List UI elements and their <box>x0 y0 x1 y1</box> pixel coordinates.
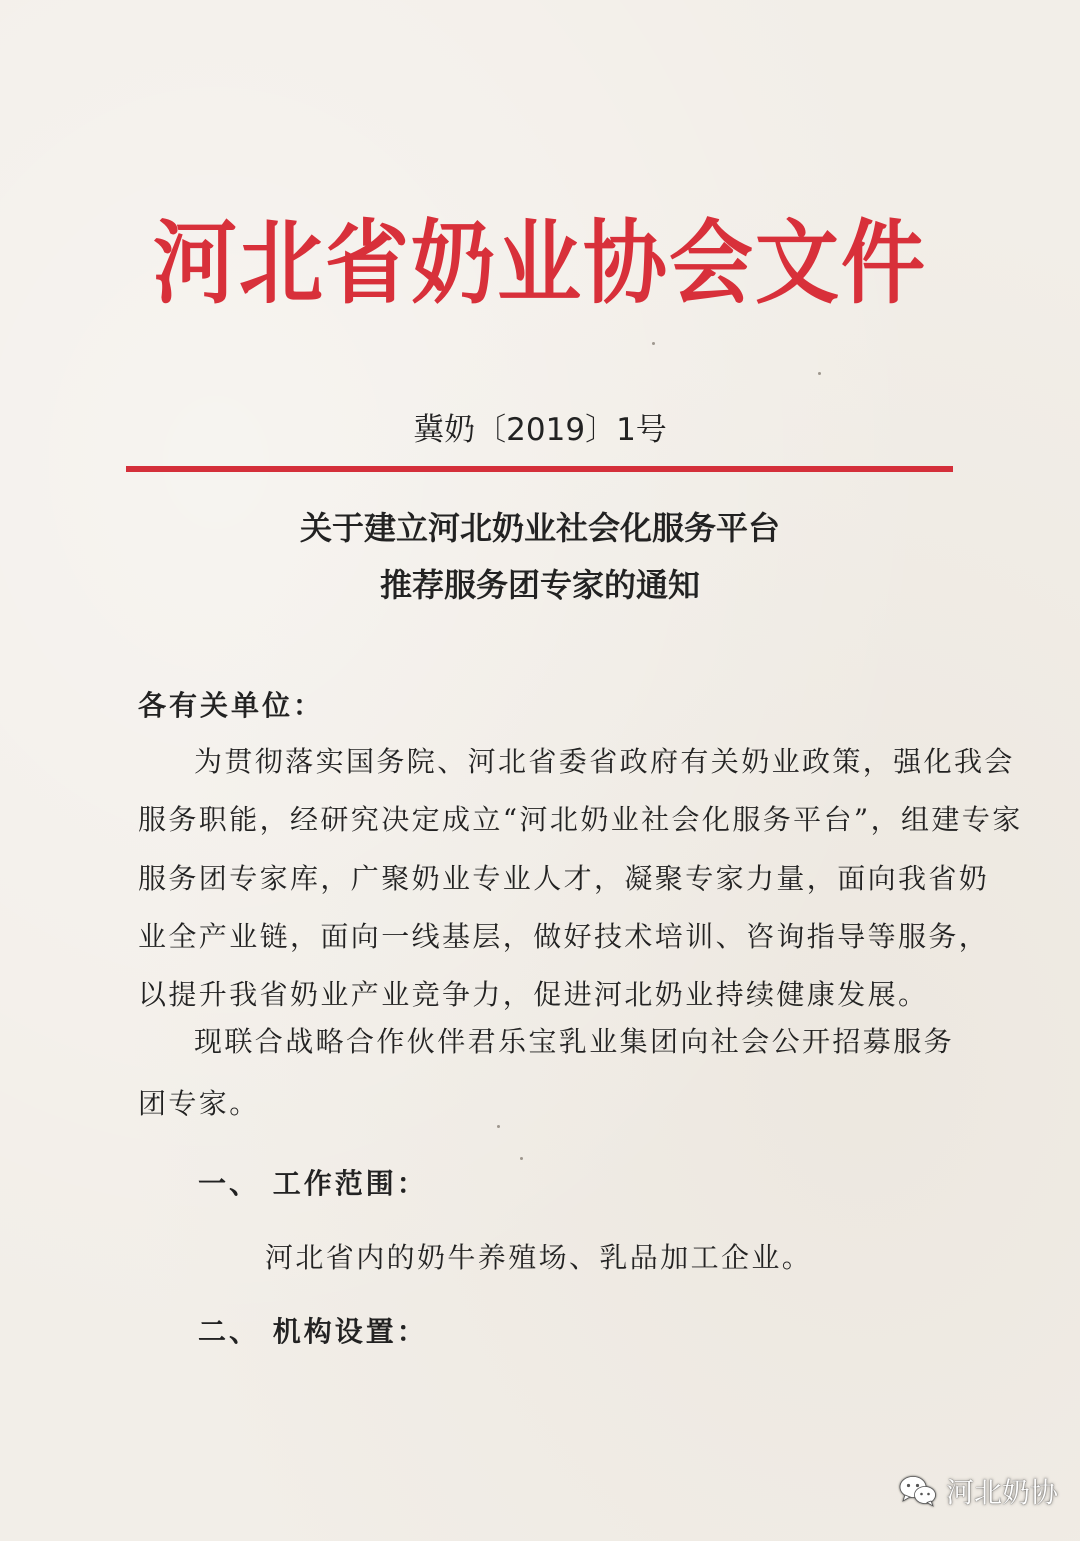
paragraph-1-line: 为贯彻落实国务院、河北省委省政府有关奶业政策，强化我会 <box>194 745 1015 778</box>
section-2-heading: 二、 机构设置： <box>198 1315 428 1348</box>
paper-speck <box>497 1125 500 1128</box>
paper-speck <box>818 372 821 375</box>
wechat-icon <box>898 1474 938 1508</box>
paragraph-1-line: 服务职能，经研究决定成立“河北奶业社会化服务平台”，组建专家 <box>138 803 1023 836</box>
notice-title-line-2: 推荐服务团专家的通知 <box>379 566 700 604</box>
paragraph-1-line: 服务团专家库，广聚奶业专业人才，凝聚专家力量，面向我省奶 <box>138 862 990 895</box>
document-number: 冀奶〔2019〕1号 <box>413 412 667 448</box>
document-header-title: 河北省奶业协会文件 <box>152 210 927 316</box>
salutation: 各有关单位： <box>138 689 325 722</box>
section-1-text: 河北省内的奶牛养殖场、乳品加工企业。 <box>265 1241 813 1274</box>
paragraph-1-line: 以提升我省奶业产业竞争力，促进河北奶业持续健康发展。 <box>138 978 929 1011</box>
paragraph-2-line: 团专家。 <box>138 1087 260 1120</box>
header-divider <box>126 466 953 472</box>
paper-speck <box>520 1157 523 1160</box>
paragraph-2-line: 现联合战略合作伙伴君乐宝乳业集团向社会公开招募服务 <box>194 1025 955 1058</box>
account-watermark <box>898 1468 1058 1514</box>
watermark-text: 河北奶协 <box>946 1476 1059 1509</box>
section-1-heading: 一、 工作范围： <box>198 1167 428 1200</box>
paragraph-1-line: 业全产业链，面向一线基层，做好技术培训、咨询指导等服务， <box>138 920 990 953</box>
notice-title-line-1: 关于建立河北奶业社会化服务平台 <box>299 509 780 547</box>
paper-speck <box>652 342 655 345</box>
